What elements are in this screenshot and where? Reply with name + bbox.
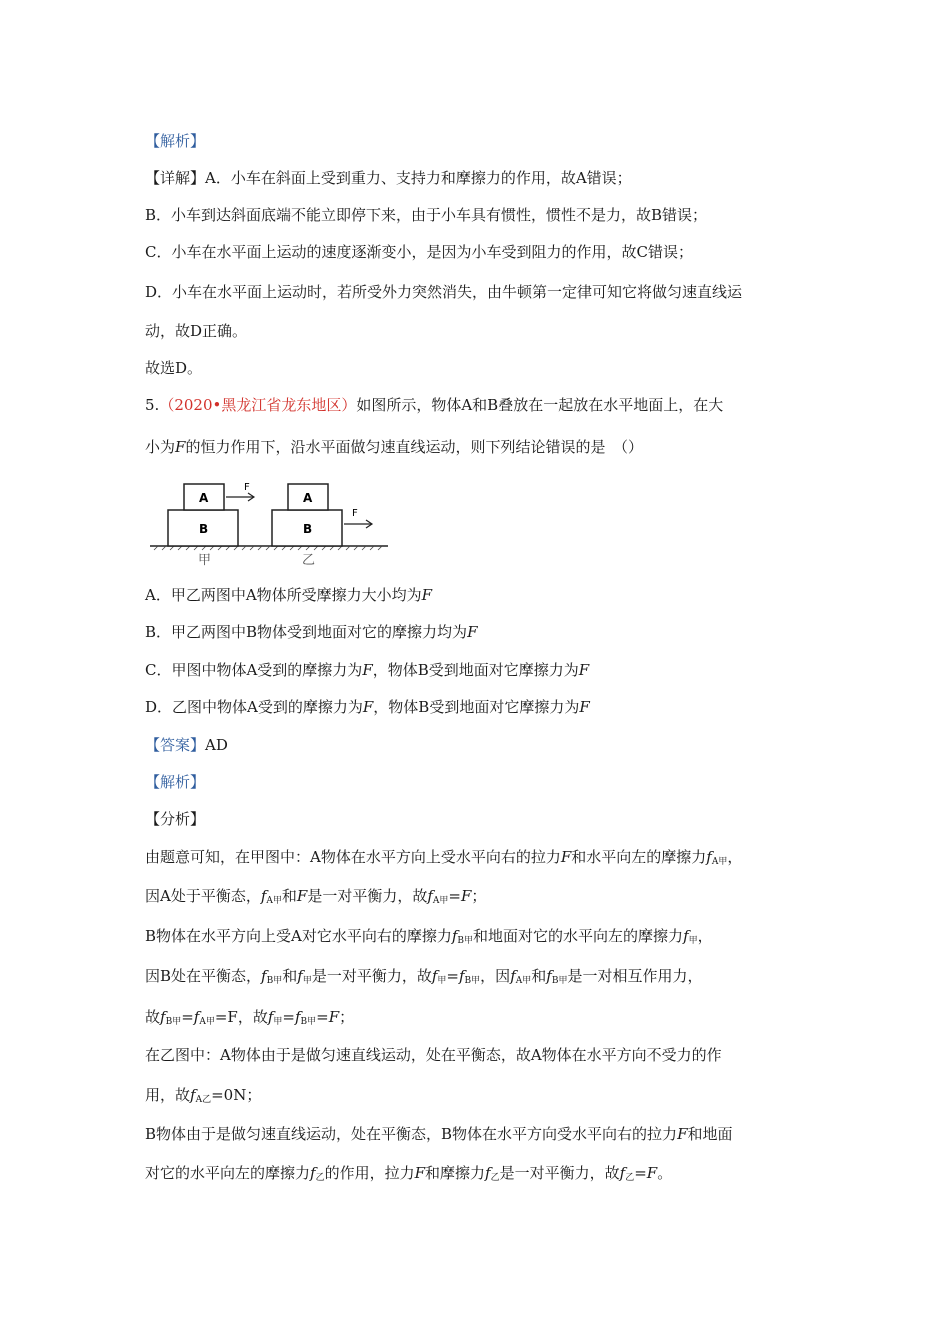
blocks-figure — [148, 478, 393, 570]
label-f-jia: F — [244, 482, 250, 493]
analysis-line-1: 由题意可知，在甲图中：A物体在水平方向上受水平向右的拉力F和水平向左的摩擦力$f_{A甲}$， — [145, 848, 743, 867]
detail-line-d1: D．小车在水平面上运动时，若所受外力突然消失，由牛顿第一定律可知它将做匀速直线运 — [145, 283, 743, 301]
question-5-stem-1 — [145, 395, 723, 415]
stem2-a: 小为 — [145, 438, 176, 456]
question-number: 5. — [145, 396, 160, 414]
option-b-text: B．甲乙两图中B物体受到地面对它的摩擦力均为 — [145, 623, 468, 641]
detail-line-b: B．小车到达斜面底端不能立即停下来，由于小车具有惯性，惯性不是力，故B错误； — [145, 206, 708, 224]
option-c-F1: F — [362, 661, 373, 679]
option-a-F: F — [421, 586, 433, 604]
analysis-heading-2: 【解析】 — [145, 773, 206, 791]
choose-line: 故选D。 — [145, 359, 203, 377]
stem2-b: 的恒力作用下，沿水平面做匀速直线运动，则下列结论错误的是 （） — [185, 438, 643, 456]
detail-a-text: A．小车在斜面上受到重力、支持力和摩擦力的作用，故A错误； — [205, 169, 632, 187]
option-d — [145, 697, 590, 717]
answer-tag: 【答案】 — [145, 736, 206, 754]
option-d-text1: D．乙图中物体A受到的摩擦力为 — [145, 698, 363, 716]
option-d-text2: ，物体B受到地面对它摩擦力为 — [373, 698, 580, 716]
analysis-heading: 【解析】 — [145, 132, 206, 150]
analysis-line-2: 因A处于平衡态，$f_{A甲}$和F是一对平衡力，故$f_{A甲}=F$； — [145, 887, 487, 906]
detail-line-c: C．小车在水平面上运动的速度逐渐变小，是因为小车受到阻力的作用，故C错误； — [145, 243, 693, 261]
answer-value: AD — [205, 736, 228, 754]
option-d-F1: F — [362, 698, 374, 716]
analysis-line-8: B物体由于是做匀速直线运动，处在平衡态，B物体在水平方向受水平向右的拉力F和地面 — [145, 1125, 733, 1143]
label-a-yi: A — [303, 491, 313, 505]
option-c-F2: F — [578, 661, 590, 679]
fenxi-heading: 【分析】 — [145, 810, 206, 828]
option-a-text: A．甲乙两图中A物体所受摩擦力大小均为 — [145, 586, 422, 604]
analysis-line-3: B物体在水平方向上受A对它水平向右的摩擦力$f_{B甲}$和地面对它的水平向左的摩擦力$f_甲$， — [145, 927, 713, 946]
analysis-line-4: 因B处在平衡态，$f_{B甲}$和$f_甲$是一对平衡力，故$f_甲=f_{B甲}$，因$f_{A甲}$和$f_{B甲}$是一对相互作用力， — [145, 967, 703, 986]
analysis-line-6: 在乙图中：A物体由于是做匀速直线运动，处在平衡态，故A物体在水平方向不受力的作 — [145, 1046, 722, 1064]
option-b-F: F — [467, 623, 478, 641]
answer-line — [145, 735, 228, 755]
option-c-text2: ，物体B受到地面对它摩擦力为 — [372, 661, 579, 679]
label-f-yi: F — [352, 508, 358, 519]
caption-jia: 甲 — [198, 553, 212, 568]
caption-yi: 乙 — [302, 553, 316, 568]
detail-tag: 【详解】 — [145, 169, 206, 187]
stem2-F: F — [175, 438, 186, 456]
option-b — [145, 622, 477, 642]
analysis-line-7: 用，故$f_{A乙}=0N$； — [145, 1086, 262, 1105]
detail-line-d2: 动，故D正确。 — [145, 322, 248, 340]
label-b-jia: B — [199, 522, 209, 536]
option-c — [145, 660, 589, 680]
option-a — [145, 585, 432, 605]
question-stem-1: 如图所示，物体A和B叠放在一起放在水平地面上，在大 — [356, 396, 724, 414]
question-source: （2020•黑龙江省龙东地区） — [159, 396, 357, 414]
question-5-stem-2 — [145, 437, 643, 457]
label-a-jia: A — [199, 491, 209, 505]
analysis-line-5: 故$f_{B甲}=f_{A甲}=F$，故$f_甲=f_{B甲}=F$； — [145, 1008, 355, 1027]
detail-line-a — [145, 168, 632, 188]
analysis-line-9: 对它的水平向左的摩擦力$f_乙$的作用，拉力F和摩擦力$f_乙$是一对平衡力，故$f_乙=F$。 — [145, 1164, 673, 1183]
option-c-text1: C．甲图中物体A受到的摩擦力为 — [145, 661, 363, 679]
label-b-yi: B — [303, 522, 313, 536]
option-d-F2: F — [579, 698, 590, 716]
